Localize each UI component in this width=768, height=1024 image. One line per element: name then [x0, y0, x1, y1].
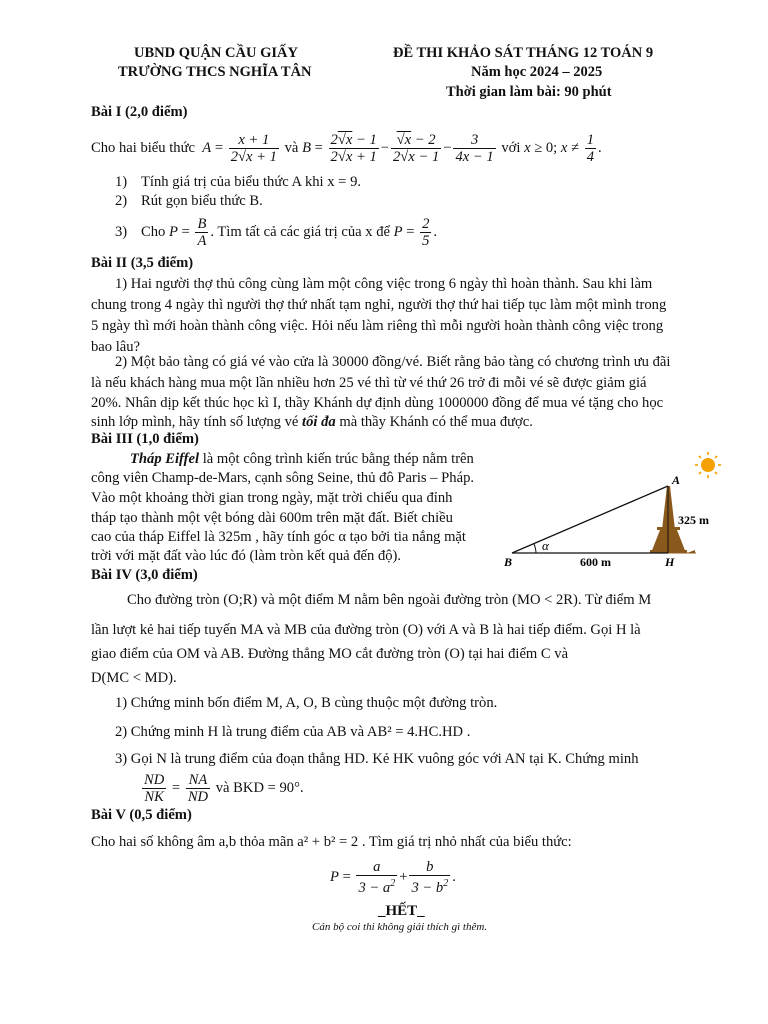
- bai3-line4: tháp tạo thành một vệt bóng dài 600m trên mặt đất. Biết chiều: [91, 510, 453, 526]
- school-year: Năm học 2024 – 2025: [471, 64, 603, 80]
- bai3-line2: công viên Champ-de-Mars, cạnh sông Seine, thủ đô Paris – Pháp.: [91, 470, 475, 486]
- exam-title: ĐỀ THI KHẢO SÁT THÁNG 12 TOÁN 9: [393, 45, 654, 61]
- bai4-q2: 2) Chứng minh H là trung điểm của AB và AB² = 4.HC.HD .: [115, 724, 471, 740]
- bai1-expressions: Cho hai biểu thức A = $\frac{x + 1}{2√x + 1}$ và B = $\frac{2√x - 1}{2√x + 1}$ − $\frac{√x - 2}{2√x - 1}$ − $\frac{3}{4x - 1}$ với x ≥ 0; x ≠ $\frac{1}{4}$ .: [91, 131, 602, 165]
- bai4-q1: 1) Chứng minh bốn điểm M, A, O, B cùng thuộc một đường tròn.: [115, 695, 498, 711]
- bai4-line4: D(MC < MD).: [91, 670, 177, 686]
- bai2-p2-line4: sinh lớp mình, hãy tính số lượng vé tối đa mà thầy Khánh có thể mua được.: [91, 414, 533, 430]
- angle-label: α: [542, 538, 549, 553]
- section-title-1: Bài I (2,0 điểm): [91, 104, 188, 120]
- bai3-line5: cao của tháp Eiffel là 325m , hãy tính góc α tạo bởi tia nắng mặt: [91, 529, 466, 545]
- bai5-formula: P = $\frac{a}{3 - a^2}$ + $\frac{b}{3 - b^2}$ .: [330, 858, 456, 896]
- section-title-5: Bài V (0,5 điểm): [91, 807, 192, 823]
- bai2-p1-line4: bao lâu?: [91, 339, 141, 355]
- point-a-label: A: [672, 473, 681, 487]
- height-label: 325 m: [678, 513, 709, 527]
- bai2-p1-line2: chung trong 4 ngày thì người thợ thứ nhất tạm nghỉ, người thợ thứ hai tiếp tục làm một mình trong: [91, 297, 667, 313]
- sunray-line: [512, 486, 668, 553]
- eiffel-figure: [500, 450, 730, 572]
- bai3-line6: trời với mặt đất vào lúc đó (làm tròn kết quả đến độ).: [91, 548, 402, 564]
- bai3-line1: Tháp Eiffel là một công trình kiến trúc bằng thép nằm trên: [130, 451, 474, 467]
- bai4-line1: Cho đường tròn (O;R) và một điểm M nằm bên ngoài đường tròn (MO < 2R). Từ điểm M: [127, 592, 652, 608]
- bai4-line3: giao điểm của OM và AB. Đường thẳng MO cắt đường tròn (O) tại hai điểm C và: [91, 646, 569, 662]
- bai4-q3: 3) Gọi N là trung điểm của đoạn thẳng HD. Kẻ HK vuông góc với AN tại K. Chứng minh: [115, 751, 639, 767]
- end-marker: _HẾT_: [378, 903, 425, 919]
- bai2-p2-line3: 20%. Nhân dịp kết thúc học kì I, thầy Khánh dự định dùng 1000000 đồng để mua vé tặng cho học: [91, 395, 664, 411]
- section-title-2: Bài II (3,5 điểm): [91, 255, 194, 271]
- bai2-p1-line1: 1) Hai người thợ thủ công cùng làm một công việc trong 6 ngày thì hoàn thành. Sau khi làm: [115, 276, 653, 292]
- bai1-q3: 3) Cho P = $\frac{B}{A}$ . Tìm tất cả các giá trị của x để P = $\frac{2}{5}$ .: [115, 215, 438, 249]
- bai2-p2-line1: 2) Một bảo tàng có giá vé vào cửa là 30000 đồng/vé. Biết rằng bảo tàng có chương trình ưu đãi: [115, 354, 671, 370]
- exam-duration: Thời gian làm bài: 90 phút: [446, 84, 612, 100]
- bai1-q2: 2) Rút gọn biểu thức B.: [115, 193, 263, 209]
- bai4-q3-formula: $\frac{ND}{NK}$ = $\frac{NA}{ND}$ và BKD = 90°.: [144, 771, 304, 805]
- section-title-4: Bài IV (3,0 điểm): [91, 567, 198, 583]
- section-title-3: Bài III (1,0 điểm): [91, 431, 199, 447]
- bai3-line3: Vào một khoảng thời gian trong ngày, mặt trời chiếu qua đỉnh: [91, 490, 453, 506]
- point-b-label: B: [504, 555, 513, 569]
- base-label: 600 m: [580, 555, 611, 569]
- bai4-line2: lần lượt kẻ hai tiếp tuyến MA và MB của đường tròn (O) với A và B là hai tiếp điểm. Gọi H là: [91, 622, 641, 638]
- bai1-q1: 1) Tính giá trị của biểu thức A khi x = 9.: [115, 174, 362, 190]
- footer-note: Cán bộ coi thi không giải thích gì thêm.: [312, 921, 488, 933]
- bai2-p1-line3: 5 ngày thì mới hoàn thành công việc. Hỏi nếu làm riêng thì mỗi người hoàn thành công việc trong: [91, 318, 664, 334]
- sun-icon: [695, 452, 721, 478]
- school-name: TRƯỜNG THCS NGHĨA TÂN: [118, 64, 312, 80]
- point-h-label: H: [665, 555, 675, 569]
- school-district: UBND QUẬN CẦU GIẤY: [134, 45, 298, 61]
- bai2-p2-line2: là nếu khách hàng mua một lần nhiều hơn 25 vé thì từ vé thứ 26 trở đi mỗi vé sẽ được giảm giá: [91, 375, 647, 391]
- bai5-line1: Cho hai số không âm a,b thỏa mãn a² + b² = 2 . Tìm giá trị nhỏ nhất của biểu thức:: [91, 834, 572, 850]
- angle-arc: [534, 544, 536, 553]
